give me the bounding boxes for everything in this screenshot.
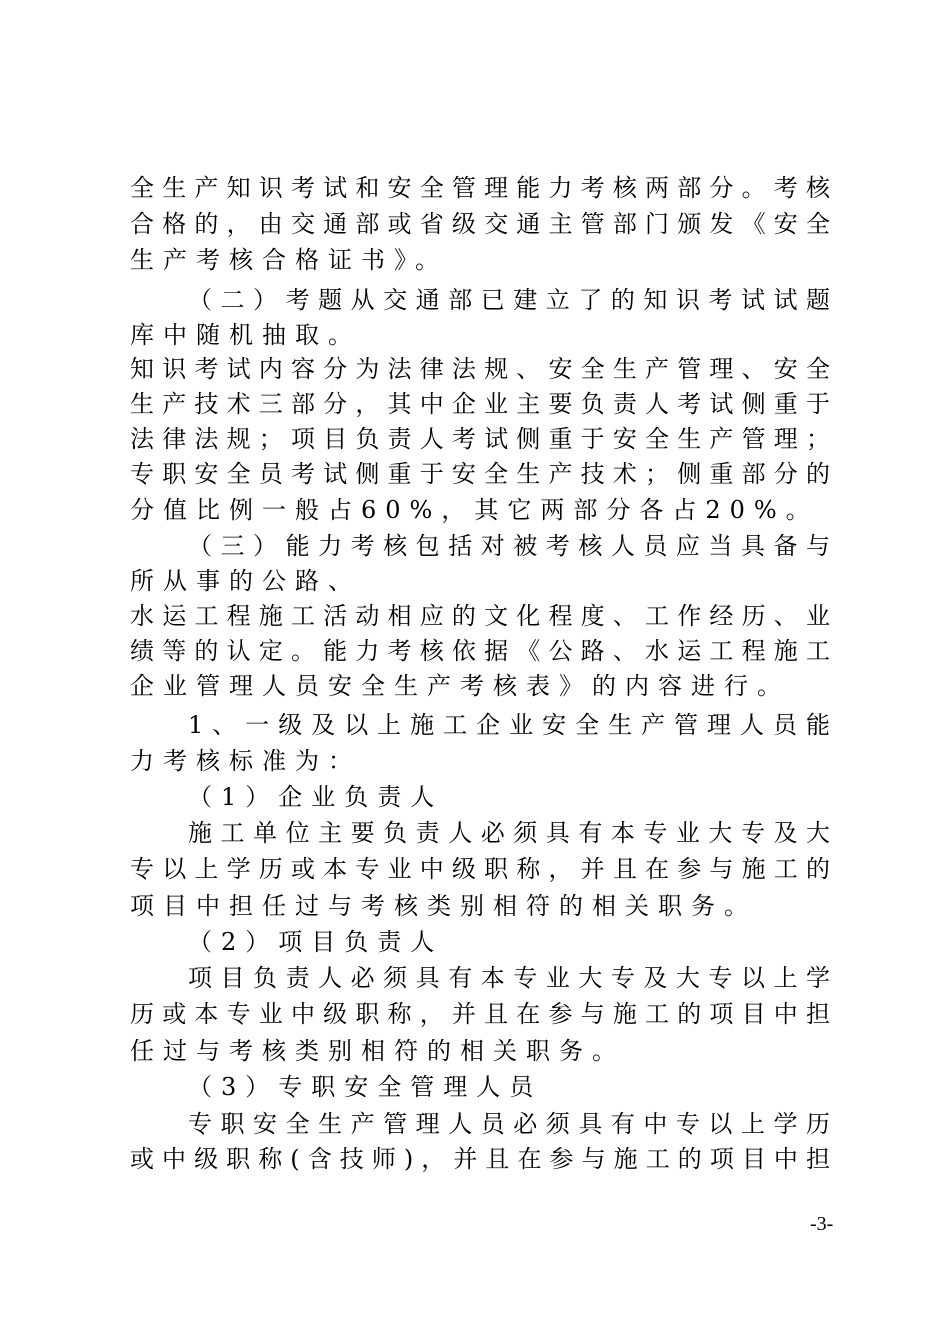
text-line: 合格的，由交通部或省级交通主管部门颁发《安全: [130, 210, 830, 238]
text-line: 生产技术三部分，其中企业主要负责人考试侧重于: [130, 390, 830, 418]
text-line: 知识考试内容分为法律法规、安全生产管理、安全: [130, 355, 830, 383]
text-line: 任过与考核类别相符的相关职务。: [130, 1037, 625, 1065]
text-line: 项目中担任过与考核类别相符的相关职务。: [130, 892, 757, 920]
text-line: 专职安全员考试侧重于安全生产技术；侧重部分的: [130, 460, 830, 488]
text-line: （二）考题从交通部已建立了的知识考试试题: [188, 286, 830, 314]
section-heading: （1）企业负责人: [188, 783, 444, 811]
text-line: 法律法规；项目负责人考试侧重于安全生产管理；: [130, 425, 830, 453]
page-number: -3-: [810, 1213, 834, 1235]
text-line: 所从事的公路、: [130, 567, 361, 595]
text-line: 项目负责人必须具有本专业大专及大专以上学: [188, 964, 830, 992]
text-line: 专以上学历或本专业中级职称，并且在参与施工的: [130, 855, 830, 883]
text-line: 施工单位主要负责人必须具有本专业大专及大: [188, 819, 830, 847]
text-line: 企业管理人员安全生产考核表》的内容进行。: [130, 672, 790, 700]
text-line: 历或本专业中级职称，并且在参与施工的项目中担: [130, 1000, 830, 1028]
text-line: 分值比例一般占60%，其它两部分各占20%。: [130, 496, 819, 524]
text-line: 或中级职称(含技师)，并且在参与施工的项目中担: [130, 1145, 830, 1173]
text-line: 绩等的认定。能力考核依据《公路、水运工程施工: [130, 637, 830, 665]
section-heading: （2）项目负责人: [188, 928, 444, 956]
text-line: 力考核标准为：: [130, 747, 361, 775]
text-line: 1、一级及以上施工企业安全生产管理人员能: [188, 711, 830, 739]
text-line: 水运工程施工活动相应的文化程度、工作经历、业: [130, 602, 830, 630]
text-line: （三）能力考核包括对被考核人员应当具备与: [188, 532, 830, 560]
text-line: 专职安全生产管理人员必须具有中专以上学历: [188, 1110, 830, 1138]
text-line: 全生产知识考试和安全管理能力考核两部分。考核: [130, 174, 830, 202]
text-line: 库中随机抽取。: [130, 321, 361, 349]
text-line: 生产考核合格证书》。: [130, 246, 448, 274]
section-heading: （3）专职安全管理人员: [188, 1073, 543, 1101]
